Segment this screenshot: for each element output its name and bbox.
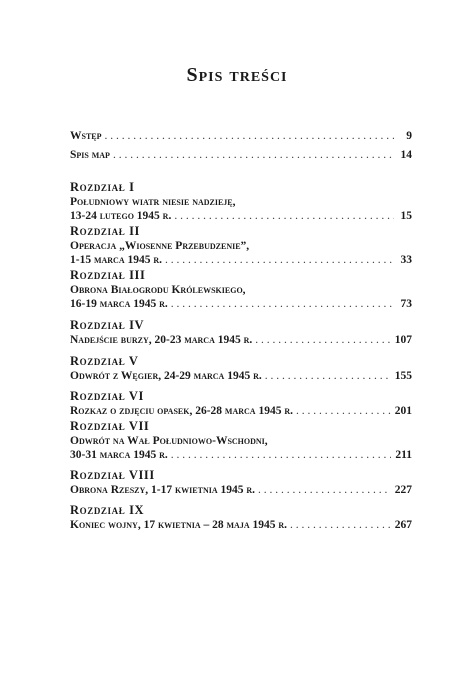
toc-entry-chapter-4[interactable] bbox=[70, 333, 412, 347]
dot-leader bbox=[265, 369, 391, 383]
toc-entry-maps[interactable] bbox=[70, 148, 412, 162]
toc-page-number: 14 bbox=[400, 149, 412, 161]
toc-entry-intro[interactable] bbox=[70, 129, 412, 143]
chapter-title-line: Operacja „Wiosenne Przebudzenie”, bbox=[70, 240, 250, 252]
chapter-label-8: Rozdział VIII bbox=[70, 468, 155, 482]
dot-leader bbox=[255, 333, 390, 347]
toc-entry-title: Obrona Rzeszy, 1-17 kwietnia 1945 r. bbox=[70, 484, 256, 496]
chapter-label-1: Rozdział I bbox=[70, 180, 135, 194]
toc-entry-title: 30-31 marca 1945 r. bbox=[70, 449, 168, 461]
toc-page-number: 107 bbox=[394, 334, 412, 346]
dot-leader bbox=[290, 518, 391, 532]
toc-entry-chapter-9[interactable] bbox=[70, 518, 412, 532]
toc-entry-chapter-3[interactable] bbox=[70, 297, 412, 311]
dot-leader bbox=[296, 404, 391, 418]
dot-leader bbox=[105, 129, 394, 143]
toc-entry-chapter-7[interactable] bbox=[70, 448, 412, 462]
chapter-label-7: Rozdział VII bbox=[70, 419, 150, 433]
toc-entry-title: Wstęp bbox=[70, 130, 102, 142]
toc-entry-chapter-6[interactable] bbox=[70, 404, 412, 418]
toc-page-number: 201 bbox=[394, 405, 412, 417]
toc-entry-title: 16-19 marca 1945 r. bbox=[70, 298, 168, 310]
chapter-label-3: Rozdział III bbox=[70, 268, 146, 282]
toc-page-number: 9 bbox=[406, 130, 412, 142]
toc-page-number: 15 bbox=[400, 210, 412, 222]
dot-leader bbox=[174, 209, 394, 223]
chapter-title-line: Południowy wiatr niesie nadzieję, bbox=[70, 196, 236, 208]
chapter-label-4: Rozdział IV bbox=[70, 318, 145, 332]
dot-leader bbox=[165, 253, 394, 267]
toc-page-number: 155 bbox=[394, 370, 412, 382]
toc-entry-title: Koniec wojny, 17 kwietnia – 28 maja 1945 r. bbox=[70, 519, 288, 531]
toc-page-number: 227 bbox=[394, 484, 412, 496]
toc-entry-title: Rozkaz o zdjęciu opasek, 26-28 marca 1945 r. bbox=[70, 405, 293, 417]
toc-entry-title: Spis map bbox=[70, 149, 110, 161]
toc-entry-title: 1-15 marca 1945 r. bbox=[70, 254, 163, 266]
toc-entry-chapter-8[interactable] bbox=[70, 483, 412, 497]
chapter-title-line: Obrona Białogrodu Królewskiego, bbox=[70, 284, 246, 296]
chapter-label-6: Rozdział VI bbox=[70, 389, 144, 403]
page-title: Spis treści bbox=[186, 64, 288, 86]
toc-page-number: 33 bbox=[400, 254, 412, 266]
toc-entry-title: Nadejście burzy, 20-23 marca 1945 r. bbox=[70, 334, 253, 346]
chapter-label-5: Rozdział V bbox=[70, 354, 139, 368]
dot-leader bbox=[258, 483, 391, 497]
toc-entry-title: 13-24 lutego 1945 r. bbox=[70, 210, 172, 222]
chapter-label-2: Rozdział II bbox=[70, 224, 140, 238]
toc-page-number: 267 bbox=[394, 519, 412, 531]
dot-leader bbox=[171, 297, 394, 311]
toc-entry-chapter-5[interactable] bbox=[70, 369, 412, 383]
chapter-title-line: Odwrót na Wał Południowo-Wschodni, bbox=[70, 435, 268, 447]
chapter-label-9: Rozdział IX bbox=[70, 503, 145, 517]
toc-entry-chapter-1[interactable] bbox=[70, 209, 412, 223]
toc-page-number: 211 bbox=[395, 449, 412, 461]
toc-page-number: 73 bbox=[400, 298, 412, 310]
toc-entry-title: Odwrót z Węgier, 24-29 marca 1945 r. bbox=[70, 370, 262, 382]
dot-leader bbox=[171, 448, 392, 462]
toc-entry-chapter-2[interactable] bbox=[70, 253, 412, 267]
dot-leader bbox=[113, 148, 394, 162]
